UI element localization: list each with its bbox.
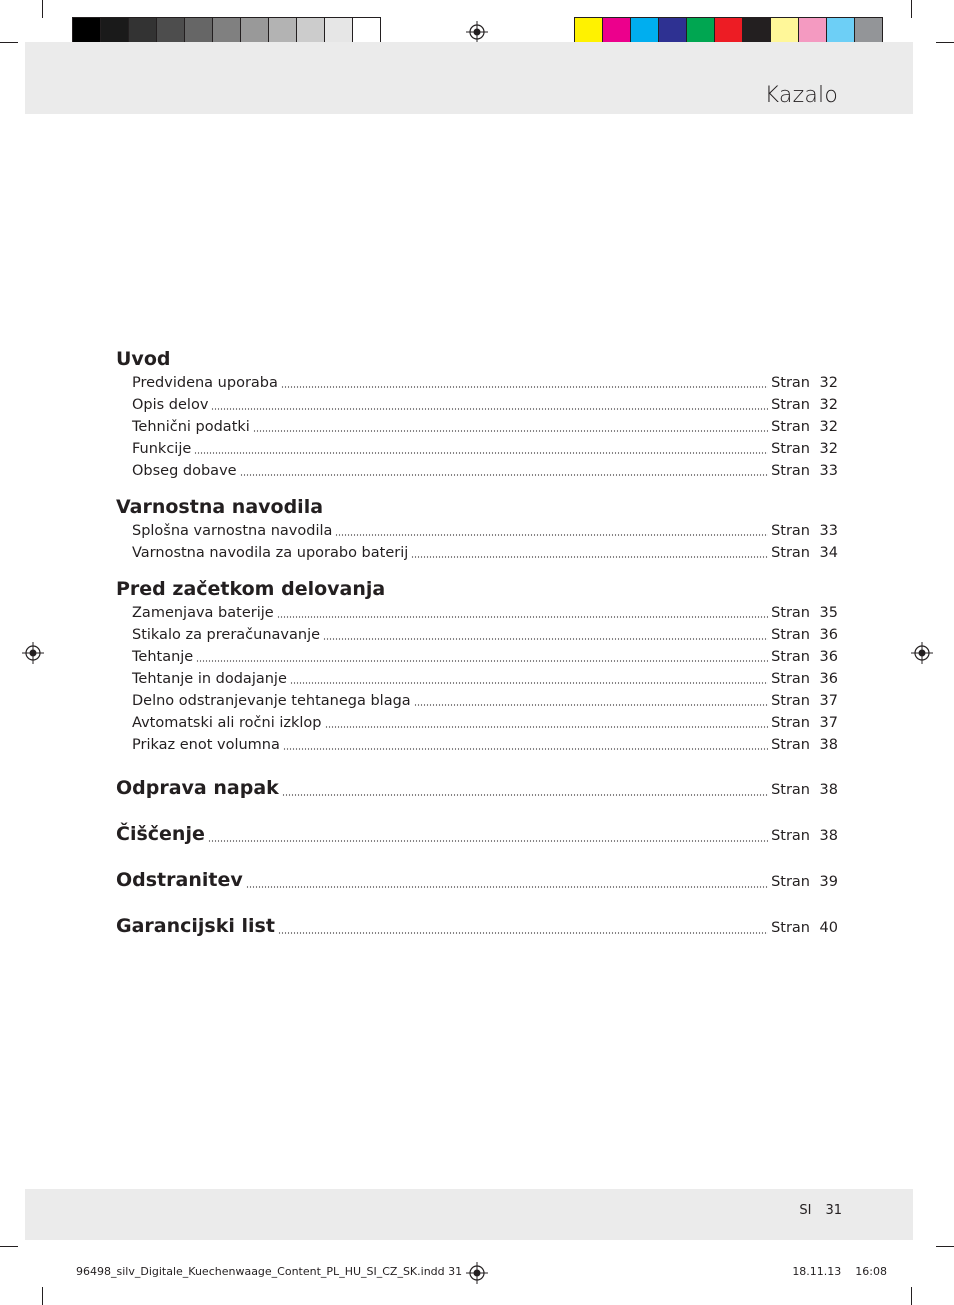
page-prefix: Stran — [771, 828, 810, 844]
dot-leader — [283, 748, 768, 750]
page-number: 38 — [819, 737, 838, 753]
toc-page-ref — [771, 394, 838, 416]
page-prefix: Stran — [771, 627, 810, 643]
toc-page-ref — [771, 520, 838, 542]
registration-mark-icon — [466, 1262, 488, 1284]
slug-datetime — [792, 1265, 887, 1278]
toc-entry — [116, 624, 838, 646]
page-prefix: Stran — [771, 920, 810, 936]
toc-top-entry-label: Odprava napak — [116, 777, 279, 799]
toc-entry-label: Funkcije — [132, 441, 192, 457]
dot-leader — [211, 408, 768, 410]
dot-leader — [335, 534, 768, 536]
toc-page-ref — [771, 438, 838, 460]
toc-section-title: Pred začetkom delovanja — [116, 578, 386, 600]
page-prefix: Stran — [771, 419, 810, 435]
toc-entry — [116, 712, 838, 734]
toc-top-entry-label: Čiščenje — [116, 823, 205, 845]
toc-page-ref — [771, 734, 838, 756]
page-number: 33 — [819, 523, 838, 539]
page-number: 39 — [819, 874, 838, 890]
dot-leader — [196, 660, 768, 662]
crop-mark — [0, 42, 18, 43]
crop-mark — [936, 42, 954, 43]
dot-leader — [208, 840, 768, 842]
dot-leader — [323, 638, 768, 640]
crop-mark — [936, 1246, 954, 1247]
toc-entry — [116, 668, 838, 690]
dot-leader — [246, 886, 768, 888]
crop-mark — [42, 1287, 43, 1305]
page-number: 37 — [819, 715, 838, 731]
toc-entry-label: Tehtanje in dodajanje — [132, 671, 287, 687]
dot-leader — [282, 794, 768, 796]
dot-leader — [414, 704, 768, 706]
crop-mark — [911, 0, 912, 18]
toc-page-ref — [771, 914, 838, 942]
toc-top-entry — [116, 774, 838, 804]
toc-page-ref — [771, 868, 838, 896]
dot-leader — [277, 616, 768, 618]
toc-section — [116, 576, 838, 756]
page-prefix: Stran — [771, 441, 810, 457]
folio — [799, 1203, 842, 1218]
toc-page-ref — [771, 460, 838, 482]
page-number: 37 — [819, 693, 838, 709]
toc-entry — [116, 646, 838, 668]
footer-band — [25, 1189, 913, 1240]
page-number: 31 — [825, 1203, 842, 1218]
toc-top-entry-label: Odstranitev — [116, 869, 243, 891]
toc-entry-label: Predvidena uporaba — [132, 375, 278, 391]
slug-time: 16:08 — [855, 1265, 887, 1278]
page-prefix: Stran — [771, 649, 810, 665]
page-number: 32 — [819, 441, 838, 457]
toc-top-entry-label: Garancijski list — [116, 915, 275, 937]
crop-mark — [911, 1287, 912, 1305]
slug-date: 18.11.13 — [792, 1265, 842, 1278]
toc-entry-label: Obseg dobave — [132, 463, 237, 479]
page-number: 32 — [819, 375, 838, 391]
toc-entry-label: Avtomatski ali ročni izklop — [132, 715, 322, 731]
registration-mark-icon — [22, 642, 44, 664]
toc-page-ref — [771, 822, 838, 850]
toc-top-entry — [116, 866, 838, 896]
language-code: SI — [799, 1203, 812, 1218]
page-number: 35 — [819, 605, 838, 621]
toc-page-ref — [771, 668, 838, 690]
table-of-contents — [116, 346, 838, 958]
toc-entry — [116, 416, 838, 438]
dot-leader — [281, 386, 768, 388]
page-title: Kazalo — [764, 83, 838, 108]
toc-section-title: Varnostna navodila — [116, 496, 324, 518]
toc-entry — [116, 734, 838, 756]
toc-entry-label: Varnostna navodila za uporabo baterij — [132, 545, 409, 561]
page-prefix: Stran — [771, 463, 810, 479]
toc-page-ref — [771, 372, 838, 394]
toc-entry — [116, 520, 838, 542]
crop-mark — [42, 0, 43, 18]
toc-entry-label: Tehnični podatki — [132, 419, 250, 435]
toc-page-ref — [771, 646, 838, 668]
toc-entry — [116, 460, 838, 482]
toc-section-title: Uvod — [116, 348, 171, 370]
dot-leader — [325, 726, 769, 728]
toc-section — [116, 494, 838, 564]
toc-top-entry — [116, 912, 838, 942]
page-prefix: Stran — [771, 671, 810, 687]
crop-mark — [0, 1246, 18, 1247]
toc-entry — [116, 602, 838, 624]
toc-page-ref — [771, 542, 838, 564]
page-prefix: Stran — [771, 874, 810, 890]
page-prefix: Stran — [771, 693, 810, 709]
registration-mark-icon — [911, 642, 933, 664]
dot-leader — [253, 430, 768, 432]
toc-page-ref — [771, 712, 838, 734]
page-prefix: Stran — [771, 523, 810, 539]
toc-top-entry — [116, 820, 838, 850]
toc-entry-label: Stikalo za preračunavanje — [132, 627, 321, 643]
toc-entry — [116, 542, 838, 564]
toc-page-ref — [771, 602, 838, 624]
toc-entry-label: Tehtanje — [132, 649, 194, 665]
toc-entry-label: Zamenjava baterije — [132, 605, 274, 621]
toc-entry-label: Opis delov — [132, 397, 209, 413]
toc-entry — [116, 690, 838, 712]
toc-entry — [116, 372, 838, 394]
page-number: 36 — [819, 671, 838, 687]
toc-page-ref — [771, 416, 838, 438]
dot-leader — [240, 474, 768, 476]
page-number: 32 — [819, 397, 838, 413]
toc-section — [116, 346, 838, 482]
toc-entry — [116, 394, 838, 416]
page-number: 34 — [819, 545, 838, 561]
slug-filename: 96498_silv_Digitale_Kuechenwaage_Content_PL_HU_SI_CZ_SK.indd 31 — [76, 1265, 463, 1278]
page-number: 38 — [819, 782, 838, 798]
page-prefix: Stran — [771, 605, 810, 621]
dot-leader — [278, 932, 768, 934]
toc-entry-label: Splošna varnostna navodila — [132, 523, 333, 539]
page-number: 32 — [819, 419, 838, 435]
page-number: 36 — [819, 627, 838, 643]
page-number: 36 — [819, 649, 838, 665]
dot-leader — [194, 452, 768, 454]
page-prefix: Stran — [771, 782, 810, 798]
page-prefix: Stran — [771, 545, 810, 561]
toc-entry — [116, 438, 838, 460]
toc-page-ref — [771, 690, 838, 712]
page-prefix: Stran — [771, 737, 810, 753]
registration-mark-icon — [466, 21, 488, 43]
toc-entry-label: Prikaz enot volumna — [132, 737, 280, 753]
dot-leader — [290, 682, 768, 684]
page-number: 40 — [819, 920, 838, 936]
page-prefix: Stran — [771, 375, 810, 391]
page-number: 33 — [819, 463, 838, 479]
dot-leader — [411, 556, 768, 558]
page-prefix: Stran — [771, 715, 810, 731]
toc-entry-label: Delno odstranjevanje tehtanega blaga — [132, 693, 411, 709]
toc-page-ref — [771, 776, 838, 804]
page-number: 38 — [819, 828, 838, 844]
page-prefix: Stran — [771, 397, 810, 413]
toc-page-ref — [771, 624, 838, 646]
